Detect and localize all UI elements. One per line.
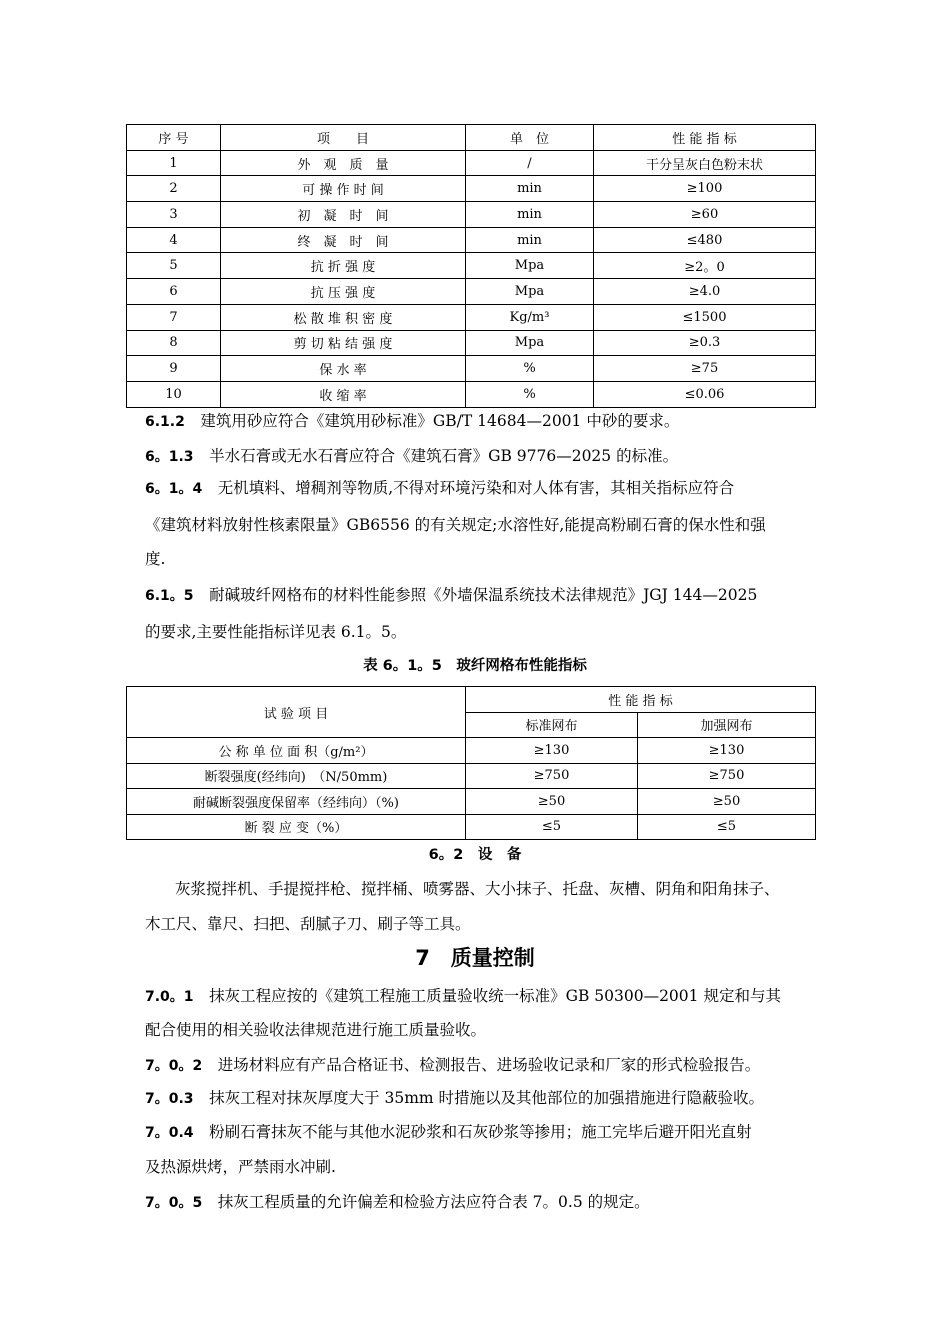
table-cell: 初 凝 时 间 bbox=[221, 202, 466, 228]
paragraph-6-1-5 bbox=[145, 585, 757, 606]
table-row bbox=[127, 356, 816, 382]
table-cell: ≤5 bbox=[466, 814, 638, 840]
table-row bbox=[127, 176, 816, 202]
clause-number: 7。0。5 bbox=[145, 1195, 203, 1211]
table-cell: ≥0.3 bbox=[594, 330, 816, 356]
clause-text: 半水石膏或无水石膏应符合《建筑石膏》GB 9776—2025 的标准。 bbox=[209, 447, 679, 465]
table-cell: ≥750 bbox=[466, 763, 638, 789]
paragraph-7-0-1 bbox=[145, 986, 781, 1007]
table-cell: 抗 压 强 度 bbox=[221, 279, 466, 305]
table-row bbox=[127, 381, 816, 407]
clause-number: 6.1。5 bbox=[145, 588, 194, 604]
table-cell: Mpa bbox=[466, 253, 594, 279]
table-cell: 9 bbox=[127, 356, 221, 382]
table-cell: 断裂强度(经纬向) （N/50mm) bbox=[127, 763, 466, 789]
paragraph-7-0-4 bbox=[145, 1122, 752, 1143]
paragraph-line: 木工尺、靠尺、扫把、刮腻子刀、刷子等工具。 bbox=[145, 915, 471, 933]
table-cell: % bbox=[466, 356, 594, 382]
table-row bbox=[127, 814, 816, 840]
table-cell: 干分呈灰白色粉末状 bbox=[594, 150, 816, 176]
table-cell: Mpa bbox=[466, 279, 594, 305]
clause-text: 建筑用砂应符合《建筑用砂标准》GB/T 14684—2001 中砂的要求。 bbox=[200, 412, 680, 430]
table-cell: ≥130 bbox=[466, 738, 638, 764]
table-cell: 5 bbox=[127, 253, 221, 279]
table-cell: ≥100 bbox=[594, 176, 816, 202]
table-cell: 松 散 堆 积 密 度 bbox=[221, 304, 466, 330]
table-cell: ≥4.0 bbox=[594, 279, 816, 305]
clause-text: 进场材料应有产品合格证书、检测报告、进场验收记录和厂家的形式检验报告。 bbox=[217, 1056, 761, 1074]
table-cell: ≥60 bbox=[594, 202, 816, 228]
table-cell: / bbox=[466, 150, 594, 176]
table-row bbox=[127, 150, 816, 176]
paragraph-line: 度. bbox=[145, 550, 166, 568]
material-performance-table bbox=[126, 124, 816, 408]
table-row bbox=[127, 202, 816, 228]
header-cell: 加强网布 bbox=[638, 712, 816, 738]
paragraph-6-1-2 bbox=[145, 411, 679, 432]
table-cell: min bbox=[466, 227, 594, 253]
table-row bbox=[127, 330, 816, 356]
table-cell: 8 bbox=[127, 330, 221, 356]
header-cell: 标准网布 bbox=[466, 712, 638, 738]
table-cell: ≥130 bbox=[638, 738, 816, 764]
paragraph-7-0-2 bbox=[145, 1055, 760, 1076]
section-7-title: 7 质量控制 bbox=[415, 946, 535, 970]
paragraph-7-0-3 bbox=[145, 1088, 764, 1109]
table-cell: ≥750 bbox=[638, 763, 816, 789]
table-cell: 保 水 率 bbox=[221, 356, 466, 382]
table-cell: Kg/m³ bbox=[466, 304, 594, 330]
table-row bbox=[127, 789, 816, 815]
table-cell: 6 bbox=[127, 279, 221, 305]
clause-text: 粉刷石膏抹灰不能与其他水泥砂浆和石灰砂浆等掺用；施工完毕后避开阳光直射 bbox=[209, 1123, 752, 1141]
table-cell: 耐碱断裂强度保留率（经纬向）（%) bbox=[127, 789, 466, 815]
header-cell: 试 验 项 目 bbox=[127, 687, 466, 738]
clause-number: 7.0。1 bbox=[145, 989, 194, 1005]
table-cell: ≤480 bbox=[594, 227, 816, 253]
paragraph-line: 灰浆搅拌机、手提搅拌枪、搅拌桶、喷雾器、大小抹子、托盘、灰槽、阴角和阳角抹子、 bbox=[175, 880, 780, 898]
clause-text: 抹灰工程应按的《建筑工程施工质量验收统一标准》GB 50300—2001 规定和与其 bbox=[209, 987, 781, 1005]
header-cell: 性 能 指 标 bbox=[466, 687, 816, 713]
table-cell: min bbox=[466, 202, 594, 228]
table-cell: 10 bbox=[127, 381, 221, 407]
table-cell: 收 缩 率 bbox=[221, 381, 466, 407]
clause-number: 6。1。4 bbox=[145, 481, 203, 497]
table-row bbox=[127, 227, 816, 253]
paragraph-line: 的要求,主要性能指标详见表 6.1。5。 bbox=[145, 623, 407, 641]
table-row bbox=[127, 253, 816, 279]
header-cell: 单 位 bbox=[466, 125, 594, 151]
table-cell: ≥50 bbox=[466, 789, 638, 815]
table-cell: 外 观 质 量 bbox=[221, 150, 466, 176]
table-cell: 公 称 单 位 面 积（g/m²） bbox=[127, 738, 466, 764]
table-cell: ≤5 bbox=[638, 814, 816, 840]
header-cell: 项 目 bbox=[221, 125, 466, 151]
table-cell: 断 裂 应 变（%） bbox=[127, 814, 466, 840]
table-cell: 1 bbox=[127, 150, 221, 176]
table-cell: min bbox=[466, 176, 594, 202]
clause-number: 6。1.3 bbox=[145, 449, 194, 465]
table-cell: 终 凝 时 间 bbox=[221, 227, 466, 253]
table-caption: 表 6。1。5 玻纤网格布性能指标 bbox=[363, 658, 587, 674]
paragraph-6-1-4 bbox=[145, 478, 734, 499]
table-cell: 可 操 作 时 间 bbox=[221, 176, 466, 202]
table-row bbox=[127, 763, 816, 789]
table-row bbox=[127, 304, 816, 330]
clause-text: 耐碱玻纤网格布的材料性能参照《外墙保温系统技术法律规范》JGJ 144—2025 bbox=[209, 586, 758, 604]
paragraph-line: 及热源烘烤，严禁雨水冲刷. bbox=[145, 1158, 336, 1176]
paragraph-7-0-5 bbox=[145, 1192, 650, 1213]
table-header-row bbox=[127, 125, 816, 151]
table-row bbox=[127, 738, 816, 764]
table-cell: 7 bbox=[127, 304, 221, 330]
table-cell: Mpa bbox=[466, 330, 594, 356]
clause-number: 6.1.2 bbox=[145, 414, 185, 430]
table-cell: 3 bbox=[127, 202, 221, 228]
table-cell: ≥2。0 bbox=[594, 253, 816, 279]
table-cell: 剪 切 粘 结 强 度 bbox=[221, 330, 466, 356]
table-cell: 抗 折 强 度 bbox=[221, 253, 466, 279]
section-6-2-title: 6。2 设 备 bbox=[428, 847, 522, 863]
clause-number: 7。0.3 bbox=[145, 1091, 194, 1107]
table-cell: ≤0.06 bbox=[594, 381, 816, 407]
clause-number: 7。0。2 bbox=[145, 1058, 203, 1074]
table-cell: 2 bbox=[127, 176, 221, 202]
clause-text: 抹灰工程质量的允许偏差和检验方法应符合表 7。0.5 的规定。 bbox=[217, 1193, 650, 1211]
header-cell: 序 号 bbox=[127, 125, 221, 151]
table-header-row bbox=[127, 687, 816, 713]
table-row bbox=[127, 279, 816, 305]
paragraph-6-1-3 bbox=[145, 446, 678, 467]
table-cell: ≥75 bbox=[594, 356, 816, 382]
table-cell: ≤1500 bbox=[594, 304, 816, 330]
table-cell: 4 bbox=[127, 227, 221, 253]
paragraph-line: 《建筑材料放射性核素限量》GB6556 的有关规定;水溶性好,能提高粉刷石膏的保水性和强 bbox=[145, 516, 766, 534]
clause-number: 7。0.4 bbox=[145, 1125, 194, 1141]
clause-text: 无机填料、增稠剂等物质,不得对环境污染和对人体有害，其相关指标应符合 bbox=[217, 479, 735, 497]
table-cell: ≥50 bbox=[638, 789, 816, 815]
header-cell: 性 能 指 标 bbox=[594, 125, 816, 151]
table-cell: % bbox=[466, 381, 594, 407]
clause-text: 抹灰工程对抹灰厚度大于 35mm 时措施以及其他部位的加强措施进行隐蔽验收。 bbox=[209, 1089, 765, 1107]
paragraph-line: 配合使用的相关验收法律规范进行施工质量验收。 bbox=[145, 1021, 487, 1039]
mesh-performance-table bbox=[126, 686, 816, 840]
